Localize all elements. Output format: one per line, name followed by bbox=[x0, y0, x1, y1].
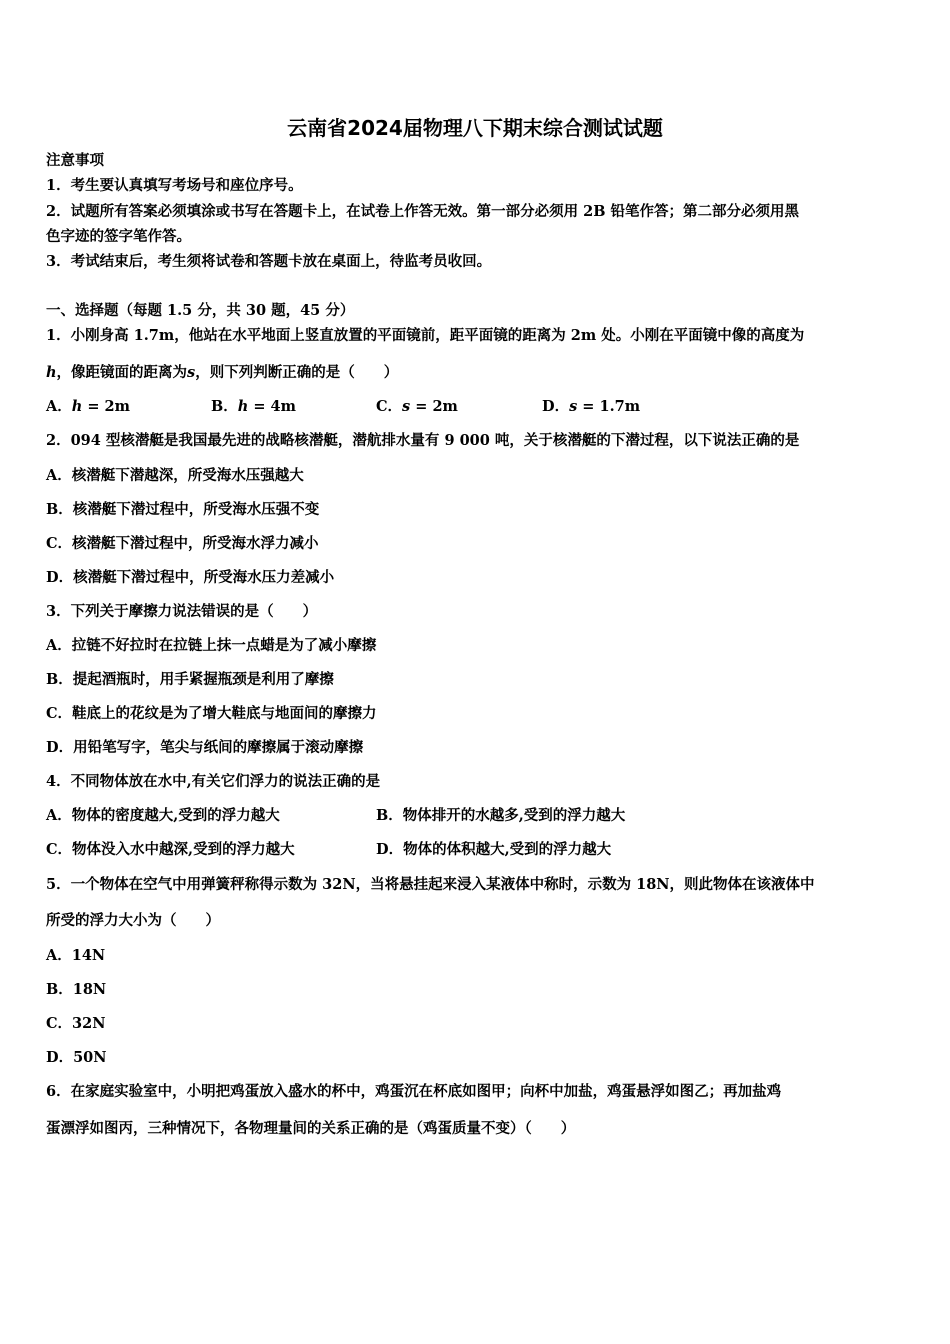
option bbox=[211, 397, 296, 417]
notice-item: 2．试题所有答案必须填涂或书写在答题卡上，在试卷上作答无效。第一部分必须用 2B 铅笔作答；第二部分必须用黑 bbox=[46, 203, 800, 220]
option-value: = 2m bbox=[82, 398, 130, 415]
option: B．提起酒瓶时，用手紧握瓶颈是利用了摩擦 bbox=[46, 671, 334, 688]
question-1-stem-cont bbox=[46, 363, 398, 383]
question-5-stem-cont: 所受的浮力大小为（ ） bbox=[46, 912, 220, 929]
option-value: = 2m bbox=[410, 398, 458, 415]
option-var: h bbox=[71, 398, 83, 415]
var-h: h bbox=[46, 364, 57, 381]
question-3-stem: 3．下列关于摩擦力说法错误的是（ ） bbox=[46, 603, 318, 620]
stem-text: ，像距镜面的距离为 bbox=[56, 364, 188, 381]
section-heading: 一、选择题（每题 1.5 分，共 30 题，45 分） bbox=[46, 302, 355, 319]
option: A．核潜艇下潜越深，所受海水压强越大 bbox=[46, 467, 304, 484]
option: A．拉链不好拉时在拉链上抹一点蜡是为了减小摩擦 bbox=[46, 637, 377, 654]
option-prefix: D． bbox=[542, 398, 570, 415]
page-title: 云南省2024届物理八下期末综合测试试题 bbox=[287, 116, 663, 140]
option: D．核潜艇下潜过程中，所受海水压力差减小 bbox=[46, 569, 335, 586]
option: C．32N bbox=[46, 1015, 106, 1032]
option: A．14N bbox=[46, 947, 106, 964]
option: C．鞋底上的花纹是为了增大鞋底与地面间的摩擦力 bbox=[46, 705, 377, 722]
option: D．物体的体积越大,受到的浮力越大 bbox=[376, 841, 612, 858]
option-var: s bbox=[402, 398, 411, 415]
option-prefix: A． bbox=[46, 398, 72, 415]
option: D．用铅笔写字，笔尖与纸间的摩擦属于滚动摩擦 bbox=[46, 739, 364, 756]
notice-item: 1．考生要认真填写考场号和座位序号。 bbox=[46, 177, 303, 194]
option bbox=[46, 397, 130, 417]
question-2-stem: 2．094 型核潜艇是我国最先进的战略核潜艇，潜航排水量有 9 000 吨，关于核潜艇的下潜过程，以下说法正确的是 bbox=[46, 432, 800, 449]
var-s: s bbox=[187, 364, 196, 381]
option-prefix: B． bbox=[211, 398, 238, 415]
notice-item: 色字迹的签字笔作答。 bbox=[46, 228, 191, 245]
question-6-stem-cont: 蛋漂浮如图丙，三种情况下，各物理量间的关系正确的是（鸡蛋质量不变）（ ） bbox=[46, 1120, 576, 1137]
notice-heading: 注意事项 bbox=[46, 152, 104, 169]
option: C．物体没入水中越深,受到的浮力越大 bbox=[46, 841, 295, 858]
stem-text: ，则下列判断正确的是（ ） bbox=[195, 364, 399, 381]
option: D．50N bbox=[46, 1049, 107, 1066]
option-value: = 1.7m bbox=[577, 398, 641, 415]
option: B．18N bbox=[46, 981, 107, 998]
option-prefix: C． bbox=[376, 398, 403, 415]
option: C．核潜艇下潜过程中，所受海水浮力减小 bbox=[46, 535, 319, 552]
question-4-stem: 4．不同物体放在水中,有关它们浮力的说法正确的是 bbox=[46, 773, 381, 790]
option-var: h bbox=[237, 398, 249, 415]
question-6-stem: 6．在家庭实验室中，小明把鸡蛋放入盛水的杯中，鸡蛋沉在杯底如图甲；向杯中加盐，鸡蛋悬浮如图乙；再加盐鸡 bbox=[46, 1083, 782, 1100]
notice-item: 3．考试结束后，考生须将试卷和答题卡放在桌面上，待监考员收回。 bbox=[46, 253, 492, 270]
option: B．物体排开的水越多,受到的浮力越大 bbox=[376, 807, 626, 824]
option bbox=[376, 397, 458, 417]
question-5-stem: 5．一个物体在空气中用弹簧秤称得示数为 32N，当将悬挂起来浸入某液体中称时，示数为 18N，则此物体在该液体中 bbox=[46, 876, 815, 893]
option-value: = 4m bbox=[248, 398, 296, 415]
question-1-stem: 1．小刚身高 1.7m，他站在水平地面上竖直放置的平面镜前，距平面镜的距离为 2m 处。小刚在平面镜中像的高度为 bbox=[46, 327, 805, 344]
option-var: s bbox=[569, 398, 578, 415]
option bbox=[542, 397, 640, 417]
option: A．物体的密度越大,受到的浮力越大 bbox=[46, 807, 280, 824]
option: B．核潜艇下潜过程中，所受海水压强不变 bbox=[46, 501, 320, 518]
